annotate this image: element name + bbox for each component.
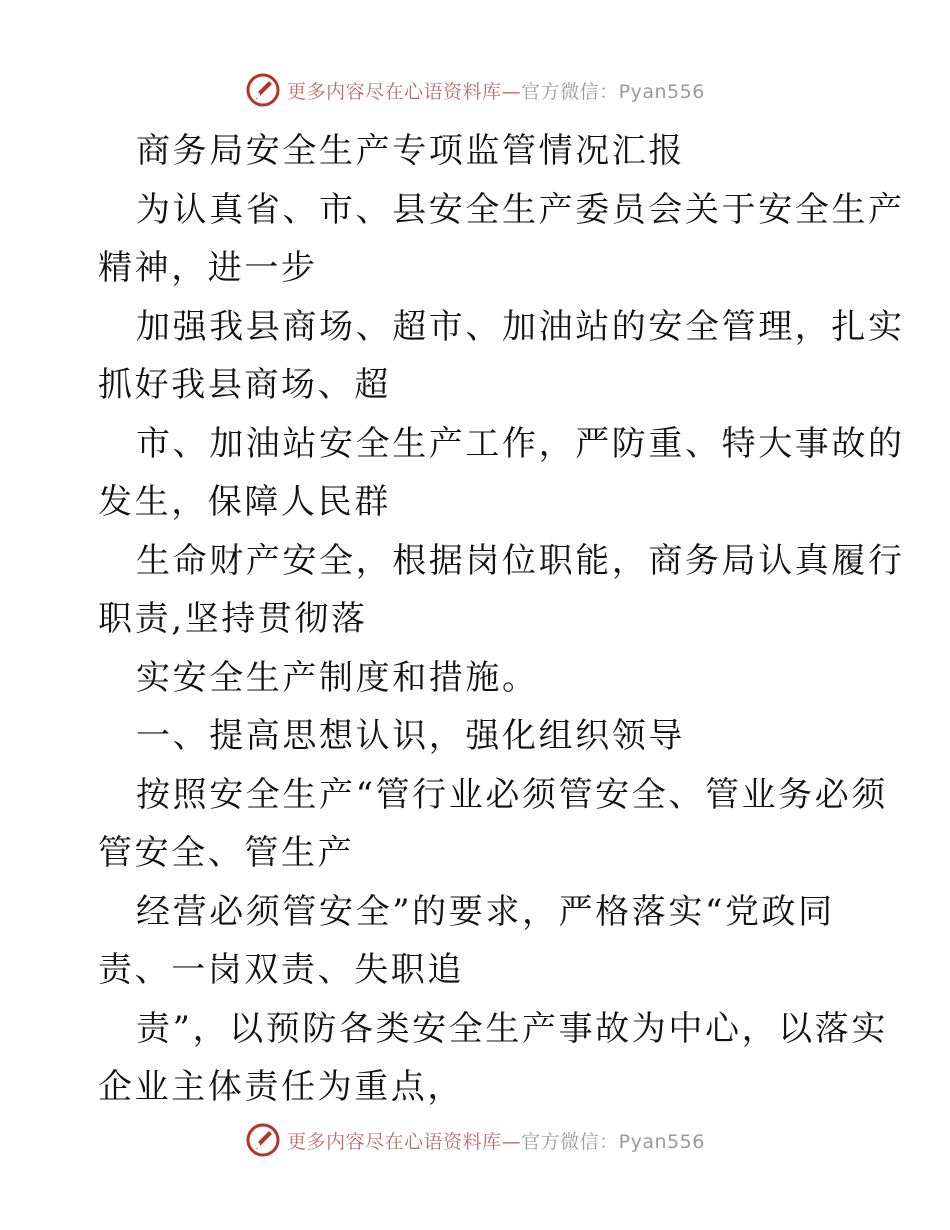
text-line: 抓好我县商场、超 (98, 365, 391, 405)
text-line: 责、一岗双责、失职追 (98, 950, 464, 990)
text-line: 企业主体责任为重点， (98, 1067, 464, 1107)
text-line: 加强我县商场、超市、加油站的安全管理，扎实 (136, 306, 905, 347)
text-line: 实安全生产制度和措施。 (136, 657, 539, 698)
watermark-text: 更多内容尽在心语资料库—官方微信：Pyan556 (287, 80, 705, 103)
text-line: 精神，进一步 (98, 248, 318, 288)
text-line: 责”，以预防各类安全生产事故为中心，以落实 (136, 1008, 888, 1049)
text-line: 发生，保障人民群 (98, 482, 391, 522)
section-heading: 一、提高思想认识，强化组织领导 (136, 716, 685, 756)
text-line: 经营必须管安全”的要求，严格落实“党政同 (136, 891, 835, 932)
text-line: 管安全、管生产 (98, 833, 355, 873)
watermark-text: 更多内容尽在心语资料库—官方微信：Pyan556 (287, 1130, 705, 1153)
text-line: 生命财产安全，根据岗位职能，商务局认真履行 (136, 540, 905, 581)
text-line: 为认真省、市、县安全生产委员会关于安全生产 (136, 189, 905, 230)
logo-icon (245, 72, 281, 108)
document-title: 商务局安全生产专项监管情况汇报 (136, 131, 685, 171)
document-body (98, 122, 905, 1117)
text-line: 职责,坚持贯彻落 (98, 599, 368, 639)
text-line: 按照安全生产“管行业必须管安全、管业务必须 (136, 774, 888, 815)
logo-icon (245, 1122, 281, 1158)
footer-watermark (0, 1120, 950, 1160)
text-line: 市、加油站安全生产工作，严防重、特大事故的 (136, 423, 905, 464)
header-watermark (0, 70, 950, 110)
